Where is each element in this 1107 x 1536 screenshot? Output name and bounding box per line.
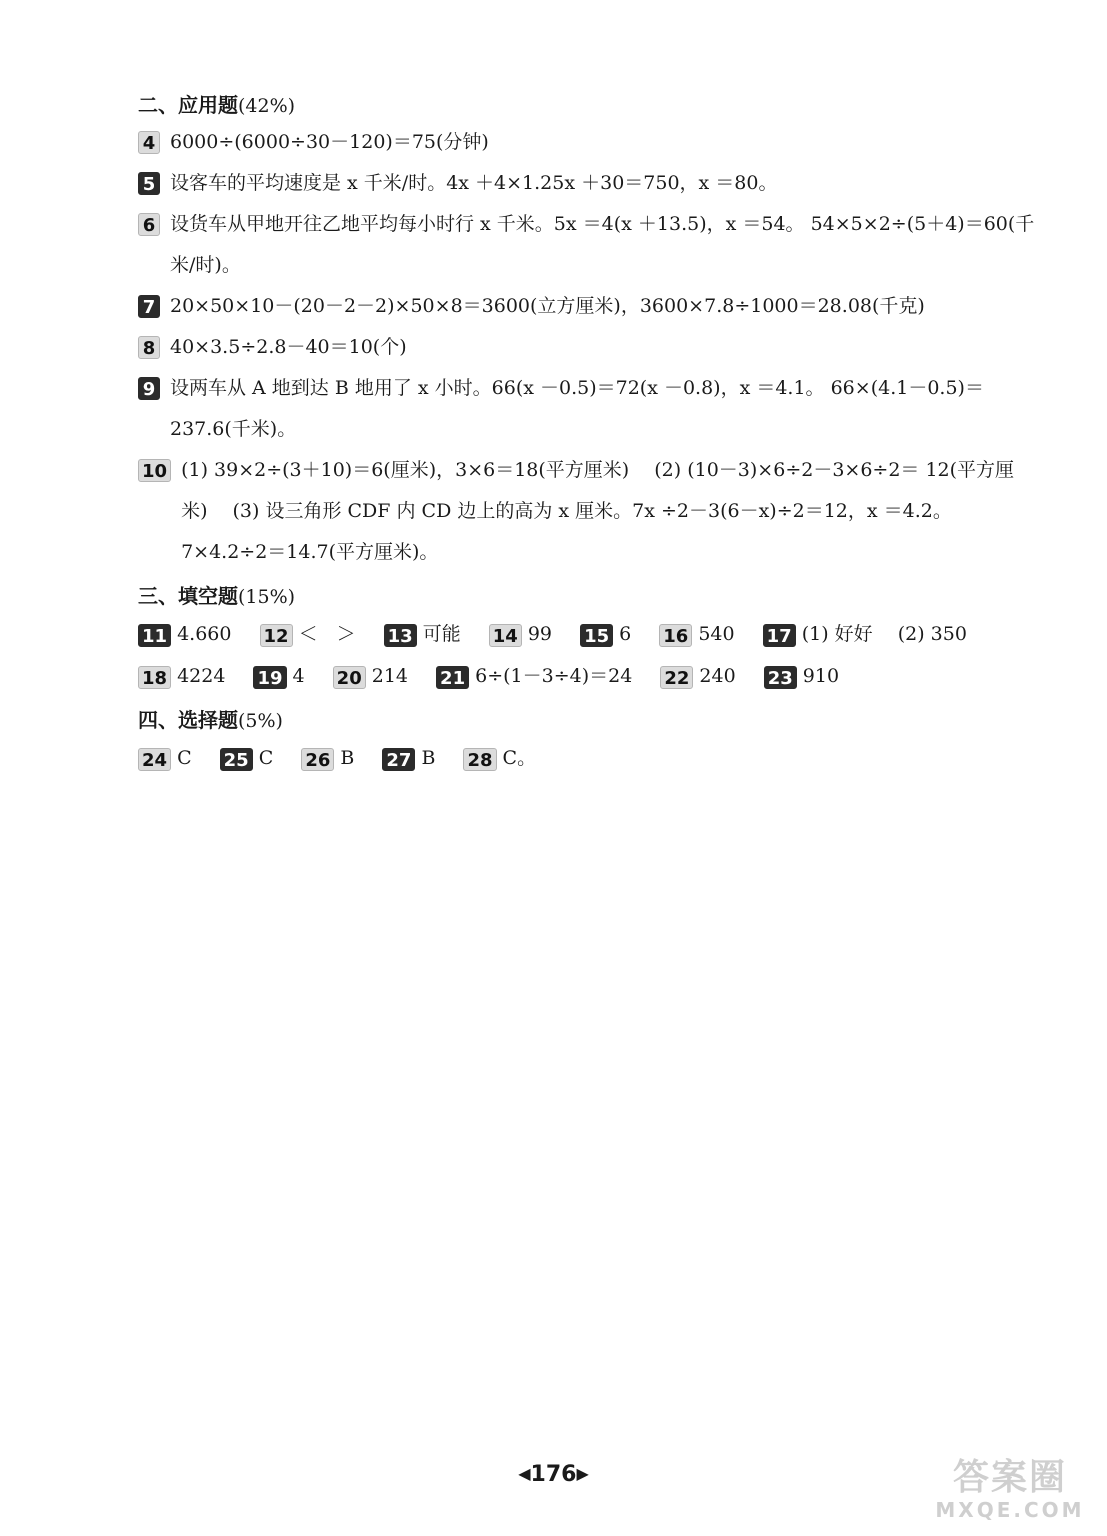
section-percent: (5%) [238,710,283,732]
fill-answer: 6÷(1－3÷4)＝24 [475,665,633,687]
fill-answer: 可能 [422,623,461,645]
fill-item [333,655,408,697]
choice-answer: C。 [502,747,537,769]
section-percent: (42%) [238,95,296,117]
answer-item [138,122,1038,163]
section-title-applied [138,90,1038,122]
fill-item [436,655,632,697]
fill-item [260,613,356,655]
answer-text: 设货车从甲地开往乙地平均每小时行 x 千米。5x ＝4(x ＋13.5)，x ＝54。 54×5×2÷(5＋4)＝60(千米/时)。 [170,213,1035,276]
question-number-badge: 13 [384,624,417,647]
fill-item [764,655,839,697]
watermark-logo [925,1458,1095,1528]
fill-answer: 4 [292,665,305,687]
question-number-badge: 15 [580,624,613,647]
page-number-text: 176 [530,1462,577,1487]
question-number-badge: 23 [764,666,797,689]
watermark-cn: 答案圈 [952,1457,1067,1498]
section-title-fill [138,581,1038,613]
left-arrow-icon: ◀ [518,1464,531,1483]
fill-item [660,655,735,697]
answer-text: 40×3.5÷2.8－40＝10(个) [170,336,407,358]
question-number-badge: 18 [138,666,171,689]
choice-answer: B [340,747,355,769]
fill-item [384,613,461,655]
choice-answer: C [258,747,274,769]
question-number-badge: 8 [138,336,160,359]
choice-item [138,737,192,779]
answer-text: 设两车从 A 地到达 B 地用了 x 小时。66(x －0.5)＝72(x －0.8)，x ＝4.1。 66×(4.1－0.5)＝237.6(千米)。 [170,377,984,440]
question-number-badge: 14 [489,624,522,647]
answer-item [138,368,1038,450]
fill-row [138,613,1038,655]
fill-answer: (1) 好好 (2) 350 [801,623,967,645]
answer-text: 设客车的平均速度是 x 千米/时。4x ＋4×1.25x ＋30＝750，x ＝80。 [170,172,778,194]
choice-item [301,737,354,779]
question-number-badge: 4 [138,131,160,154]
question-number-badge: 25 [220,748,253,771]
choice-item [220,737,274,779]
fill-answer: ＜ ＞ [298,623,356,645]
question-number-badge: 16 [659,624,692,647]
question-number-badge: 20 [333,666,366,689]
answer-item [138,286,1038,327]
fill-answer: 214 [371,665,408,687]
fill-item [580,613,631,655]
question-number-badge: 21 [436,666,469,689]
question-number-badge: 12 [260,624,293,647]
question-number-badge: 7 [138,295,160,318]
answer-text: 20×50×10－(20－2－2)×50×8＝3600(立方厘米)，3600×7.8÷1000＝28.08(千克) [170,295,925,317]
fill-answer: 99 [527,623,553,645]
fill-item [489,613,552,655]
section-title-text: 三、填空题 [138,584,238,608]
section-title-text: 四、选择题 [138,708,238,732]
answer-item [138,327,1038,368]
fill-answer: 240 [699,665,736,687]
choice-answer: C [177,747,192,769]
answer-content [138,90,1038,779]
answer-text: 6000÷(6000÷30－120)＝75(分钟) [170,131,489,153]
question-number-badge: 17 [763,624,796,647]
question-number-badge: 24 [138,748,171,771]
answer-item [138,163,1038,204]
fill-item [138,613,231,655]
choice-row [138,737,1038,779]
question-number-badge: 26 [301,748,334,771]
question-number-badge: 19 [253,666,286,689]
fill-item [659,613,734,655]
watermark-en: MXQE.COM [935,1498,1085,1522]
choice-item [382,737,435,779]
question-number-badge: 5 [138,172,160,195]
fill-item [763,613,967,655]
choice-answer: B [421,747,436,769]
question-number-badge: 22 [660,666,693,689]
right-arrow-icon: ▶ [576,1464,589,1483]
question-number-badge: 27 [382,748,415,771]
section-percent: (15%) [238,586,296,608]
fill-item [253,655,304,697]
fill-answer: 540 [698,623,735,645]
answer-item [138,450,1038,573]
section-title-text: 二、应用题 [138,93,238,117]
fill-answer: 910 [802,665,840,687]
question-number-badge: 10 [138,459,171,482]
answer-text: (1) 39×2÷(3＋10)＝6(厘米)，3×6＝18(平方厘米) (2) (10－3)×6÷2－3×6÷2＝ 12(平方厘米) (3) 设三角形 CDF 内 CD 边上的高为 x 厘米。7x ÷2－3(6－x)÷2＝12，x ＝4.2。 7×4.2÷2＝14.7(平方厘米)。 [181,459,1015,563]
question-number-badge: 6 [138,213,160,236]
question-number-badge: 28 [463,748,496,771]
question-number-badge: 9 [138,377,160,400]
fill-answer: 4224 [177,665,226,687]
answer-item [138,204,1038,286]
section-title-choice [138,705,1038,737]
fill-answer: 4.660 [177,623,232,645]
fill-item [138,655,225,697]
question-number-badge: 11 [138,624,171,647]
fill-row [138,655,1038,697]
choice-item [463,737,536,779]
fill-answer: 6 [619,623,632,645]
